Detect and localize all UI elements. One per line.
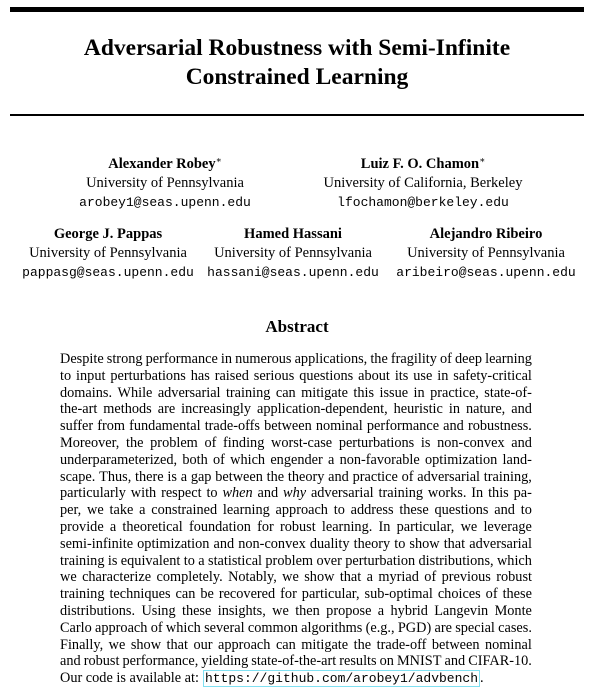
abstract-word: robust [496,569,532,586]
abstract-word: nominal [315,418,363,435]
abstract-word: we [60,569,77,586]
abstract-word: a [377,602,385,619]
abstract-word: these [502,586,532,603]
abstract-word: characterize [82,569,152,586]
abstract-word: we [87,502,104,519]
abstract-word: in [220,351,233,367]
abstract-word: perturbations [110,367,186,384]
abstract-line-code [60,670,532,687]
code-link-period: . [480,670,484,687]
abstract-word: MNIST [396,653,442,670]
abstract-line [60,637,532,654]
author-name: Alejandro Ribeiro [429,226,543,242]
abstract-word: in [437,367,449,384]
abstract-word: about [358,367,390,384]
abstract-line [60,603,532,620]
abstract-line [60,368,532,385]
abstract-word: with [130,485,157,502]
abstract-word: to [206,485,218,502]
abstract-word: approach [95,619,148,636]
abstract-word: and [328,468,349,485]
abstract-word: is [167,468,177,485]
abstract-line [60,653,532,670]
abstract-word: theory [287,468,325,485]
abstract-word: perturbation [345,552,416,569]
abstract-word: safety-critical [453,367,532,384]
abstract-word: of [485,586,498,603]
abstract-word: be [200,586,214,603]
abstract-word: deep [455,351,483,367]
abstract-word: learning [485,351,532,367]
abstract-word: applications, [294,351,368,367]
author-block-robey [70,155,260,212]
abstract-word: insights, [217,602,266,619]
abstract-word: constrained [151,502,218,519]
equal-contribution-mark: ∗ [215,155,222,165]
abstract-word: a [139,502,146,519]
author-name: Luiz F. O. Chamon∗ [360,155,486,172]
abstract-word: of [204,434,217,451]
abstract-word: adversarial [469,535,532,552]
abstract-word: fragility [390,351,437,367]
abstract-line [60,418,532,435]
abstract-word: performance, [122,653,199,670]
abstract-word: hybrid [390,602,428,619]
abstract-word: particularly [60,485,126,502]
abstract-word: can [275,384,296,401]
author-email: hassani@seas.upenn.edu [207,265,379,280]
abstract-word: these [399,502,429,519]
abstract-line [60,519,532,536]
abstract-word: a [198,552,205,569]
author-affiliation: University of Pennsylvania [407,245,565,261]
abstract-word: its [394,367,409,384]
abstract-word: perturbations [338,434,415,451]
abstract-line [60,401,532,418]
abstract-word: non-convex [437,434,505,451]
abstract-word: fundamental [129,418,201,435]
abstract-word: results [339,653,377,670]
abstract-word: are [157,401,176,418]
abstract-word: this [353,384,375,401]
abstract-word: worst-case [271,434,333,451]
abstract-word: performance [145,351,218,367]
abstract-text [60,351,532,687]
abstract-word: show [409,535,440,552]
abstract-word: a [180,468,188,485]
abstract-word: respect [161,485,202,502]
author-block-pappas [12,225,204,282]
abstract-word: cases. [498,619,532,636]
abstract-word: practice, [430,384,479,401]
abstract-line [60,452,532,469]
abstract-word: semi-infinite [60,535,134,552]
abstract-word: Finally, [60,636,104,653]
abstract-word: to [394,535,406,552]
abstract-word: of [212,451,225,468]
abstract-word: is [107,552,118,569]
abstract-word: scape. [60,468,96,485]
abstract-word: particular, [301,586,360,603]
author-email: lfochamon@berkeley.edu [337,195,509,210]
author-email: aribeiro@seas.upenn.edu [396,265,576,280]
abstract-word: training [60,586,105,603]
abstract-line [60,586,532,603]
author-email: pappasg@seas.upenn.edu [22,265,194,280]
abstract-word: nature, [465,401,506,418]
abstract-line [60,536,532,553]
abstract-line [60,435,532,452]
abstract-word: a [366,569,374,586]
abstract-word: state-of- [484,384,532,401]
abstract-word: practice [352,468,398,485]
abstract-word: underparameterized, [60,451,178,468]
abstract-word: robustness. [467,418,532,435]
abstract-word: previous [441,569,491,586]
abstract-word: is [420,434,431,451]
abstract-word: optimization [137,535,210,552]
abstract-word: In [471,485,484,502]
abstract-word: why [283,485,307,502]
author-name: Alexander Robey∗ [108,155,222,172]
abstract-word: between [264,418,312,435]
abstract-word: Carlo [60,619,92,636]
abstract-word: gap [190,468,212,485]
abstract-word: questions [299,367,354,384]
abstract-word: state-of-the-art [251,653,337,670]
abstract-word: sub-optimal [364,586,433,603]
abstract-word: adversarial [417,468,481,485]
abstract-word: of [150,619,163,636]
abstract-word: show [130,636,162,653]
abstract-word: increasingly [181,401,252,418]
abstract-word: myriad [378,569,419,586]
abstract-word: on [379,653,394,670]
abstract-word: can [275,636,296,653]
author-block-ribeiro [390,225,582,282]
abstract-word: numerous [235,351,292,367]
abstract-line [60,469,532,486]
abstract-word: raised [214,367,249,384]
abstract-word: questions [434,502,489,519]
abstract-word: to [520,502,532,519]
equal-contribution-mark: ∗ [479,155,486,165]
abstract-line [60,351,532,368]
abstract-word: theoretical [122,518,183,535]
abstract-word: from [97,418,125,435]
abstract-word: for [280,586,297,603]
abstract-word: performance [366,418,440,435]
title-line-2: Constrained Learning [185,64,409,90]
abstract-word: when [222,485,253,502]
abstract-word: engender [270,451,323,468]
abstract-word: Thus, [99,468,132,485]
abstract-word: robust [279,518,316,535]
abstract-word: heuristic [393,401,443,418]
abstract-word: choices [437,586,481,603]
abstract-word: mitigate [301,636,349,653]
abstract-word: and [511,434,532,451]
abstract-word: techniques [109,586,171,603]
abstract-word: we [460,518,478,535]
abstract-word: and [213,535,235,552]
abstract-word: which [165,619,201,636]
author-name: George J. Pappas [53,226,163,242]
abstract-line [60,620,532,637]
abstract-word: that [166,636,188,653]
abstract-word: which [496,552,532,569]
abstract-word: adversarial [310,485,374,502]
abstract-word: a [327,451,335,468]
abstract-word: training [60,552,105,569]
abstract-word: use [413,367,433,384]
abstract-word: (e.g., [365,619,395,636]
abstract-word: Moreover, [60,434,120,451]
abstract-word: over [316,552,342,569]
abstract-word: land- [502,451,532,468]
abstract-word: both [182,451,208,468]
abstract-word: and [511,401,532,418]
abstract-word: theory [353,535,391,552]
abstract-word: that [443,535,466,552]
abstract-word: there [135,468,164,485]
abstract-word: to [333,502,345,519]
abstract-word: take [109,502,134,519]
abstract-word: algorithms [301,619,363,636]
author-affiliation: University of California, Berkeley [323,175,523,191]
abstract-word: are [434,619,452,636]
abstract-word: distributions, [418,552,494,569]
abstract-word: the [266,468,285,485]
abstract-word: then [295,602,320,619]
abstract-word: application-dependent, [257,401,388,418]
abstract-word: propose [326,602,372,619]
abstract-word: the [370,351,388,367]
abstract-word: Notably, [228,569,277,586]
abstract-word: non-convex [238,535,306,552]
abstract-word: for [257,518,274,535]
abstract-word: methods [103,401,152,418]
abstract-word: trade-off [376,636,427,653]
abstract-line [60,502,532,519]
abstract-word: several [204,619,245,636]
author-block-hassani [203,225,383,282]
abstract-word: of [424,569,437,586]
abstract-word: and [494,502,515,519]
abstract-word: we [282,569,299,586]
abstract-word: we [108,636,126,653]
abstract-word: problem [150,434,198,451]
abstract-word: of [401,468,414,485]
title-bottom-rule [10,114,584,116]
abstract-word: PGD) [397,619,432,636]
abstract-word: learning [222,502,270,519]
abstract-word: show [304,569,335,586]
abstract-word: In [378,518,391,535]
abstract-word: issue [379,384,409,401]
abstract-word: and [444,653,466,670]
abstract-word: our [193,636,213,653]
abstract-word: to [183,552,195,569]
abstract-word: foundation [188,518,251,535]
abstract-word: Using [141,602,176,619]
abstract-word: suffer [60,418,94,435]
abstract-word: statistical [208,552,263,569]
abstract-word: of [440,351,452,367]
author-block-chamon [310,155,536,212]
abstract-word: and [257,485,279,502]
abstract-line [60,569,532,586]
title-line-1: Adversarial Robustness with Semi-Infinite [83,35,511,61]
abstract-line [60,485,532,502]
abstract-word: address [350,502,394,519]
abstract-word: per, [60,502,82,519]
abstract-word: this [488,485,509,502]
abstract-word: adversarial [157,384,221,401]
abstract-word: can [175,586,196,603]
abstract-word: mitigate [301,384,348,401]
abstract-word: works. [427,485,467,502]
abstract-word: While [117,384,153,401]
abstract-word: between [431,636,480,653]
abstract-word: domains. [60,384,113,401]
abstract-word: nominal [485,636,532,653]
abstract-word: we [272,602,289,619]
author-affiliation: University of Pennsylvania [29,245,187,261]
abstract-word: input [76,367,106,384]
abstract-word: CIFAR-10. [468,653,532,670]
abstract-word: strong [106,351,143,367]
abstract-word: non-favorable [339,451,420,468]
abstract-word: that [339,569,362,586]
abstract-word: pa- [513,485,532,502]
author-name: Hamed Hassani [244,226,342,242]
abstract-word: provide [60,518,104,535]
abstract-word: and [60,653,81,670]
abstract-word: these [181,602,212,619]
abstract-line [60,385,532,402]
abstract-word: in [413,384,425,401]
abstract-word: between [215,468,263,485]
abstract-word: robust [83,653,120,670]
abstract-word: the [353,636,372,653]
abstract-word: finding [223,434,265,451]
abstract-word: the [126,434,144,451]
code-link-wrap [203,670,484,687]
author-affiliation: University of Pennsylvania [86,175,244,191]
abstract-word: duality [309,535,350,552]
abstract-word: equivalent [120,552,181,569]
abstract-word: yielding [201,653,249,670]
abstract-word: optimization [424,451,498,468]
paper-title [0,34,594,92]
abstract-word: common [247,619,298,636]
abstract-word: has [190,367,210,384]
title-top-rule [10,7,584,12]
abstract-heading: Abstract [265,317,329,336]
abstract-word: approach [275,502,328,519]
abstract-word: trade-offs [204,418,260,435]
author-email: arobey1@seas.upenn.edu [79,195,251,210]
abstract-word: Langevin [434,602,489,619]
abstract-word: training [378,485,423,502]
abstract-word: to [60,367,72,384]
abstract-word: a [109,518,117,535]
abstract-word: completely. [156,569,223,586]
abstract-word: particular, [396,518,455,535]
abstract-word: and [443,418,464,435]
code-repository-link[interactable]: https://github.com/arobey1/advbench [204,671,478,687]
abstract-line [60,553,532,570]
abstract-word: training [225,384,271,401]
abstract-word: the-art [60,401,98,418]
abstract-word: learning. [321,518,373,535]
abstract-word: distributions. [60,602,136,619]
abstract-word: Monte [494,602,532,619]
abstract-word: leverage [483,518,532,535]
abstract-word: in [448,401,460,418]
abstract-word: approach [218,636,271,653]
abstract-word: training, [483,468,532,485]
abstract-word: serious [253,367,295,384]
abstract-word: recovered [218,586,276,603]
abstract-word: Despite [60,351,104,367]
abstract-word: which [230,451,266,468]
abstract-word: problem [265,552,314,569]
code-availability-text: Our code is available at: [60,670,199,687]
author-affiliation: University of Pennsylvania [214,245,372,261]
abstract-word: special [455,619,495,636]
